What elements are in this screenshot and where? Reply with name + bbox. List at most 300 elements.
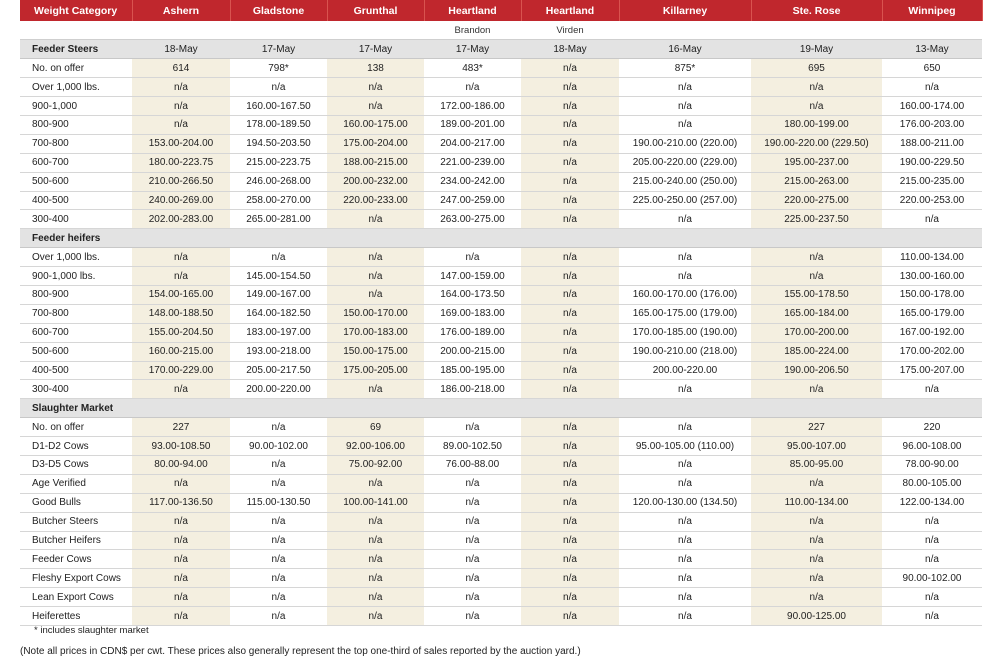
table-cell: n/a (882, 588, 982, 607)
table-cell: n/a (619, 210, 751, 229)
table-cell: n/a (132, 588, 230, 607)
table-cell: 165.00-184.00 (751, 304, 882, 323)
table-cell: 195.00-237.00 (751, 153, 882, 172)
table-cell (230, 229, 327, 248)
table-row (20, 607, 982, 626)
table-cell: 90.00-102.00 (882, 569, 982, 588)
table-cell: 247.00-259.00 (424, 191, 521, 210)
table-cell (132, 399, 230, 418)
table-cell: 205.00-220.00 (229.00) (619, 153, 751, 172)
header-killarney: Killarney (619, 0, 751, 21)
table-cell: 225.00-237.50 (751, 210, 882, 229)
table-cell: 215.00-235.00 (882, 172, 982, 191)
table-cell: n/a (751, 512, 882, 531)
table-cell: n/a (882, 607, 982, 626)
table-cell (882, 229, 982, 248)
table-cell (619, 229, 751, 248)
row-label: 400-500 (20, 361, 132, 380)
table-cell (424, 229, 521, 248)
table-cell: 650 (882, 59, 982, 78)
header-grunthal: Grunthal (327, 0, 424, 21)
row-label: 500-600 (20, 172, 132, 191)
table-cell: n/a (327, 550, 424, 569)
table-cell: n/a (619, 512, 751, 531)
table-cell: n/a (521, 267, 619, 286)
table-cell: n/a (230, 531, 327, 550)
table-cell: 220.00-275.00 (751, 191, 882, 210)
table-cell: n/a (521, 437, 619, 456)
table-cell: 117.00-136.50 (132, 493, 230, 512)
table-cell: 185.00-195.00 (424, 361, 521, 380)
table-cell: n/a (521, 418, 619, 437)
row-label: Butcher Heifers (20, 531, 132, 550)
table-cell: n/a (521, 210, 619, 229)
table-cell: n/a (521, 512, 619, 531)
table-cell: 149.00-167.00 (230, 285, 327, 304)
table-cell: 220.00-233.00 (327, 191, 424, 210)
table-cell (751, 229, 882, 248)
table-cell: 221.00-239.00 (424, 153, 521, 172)
table-cell: 76.00-88.00 (424, 455, 521, 474)
table-cell: 695 (751, 59, 882, 78)
table-cell: n/a (619, 607, 751, 626)
row-label: D1-D2 Cows (20, 437, 132, 456)
subheader-cell (132, 21, 230, 40)
table-cell: n/a (521, 285, 619, 304)
table-cell: 200.00-215.00 (424, 342, 521, 361)
table-cell: n/a (521, 172, 619, 191)
subheader-brandon: Brandon (424, 21, 521, 40)
table-row (20, 59, 982, 78)
table-cell: n/a (619, 588, 751, 607)
table-cell: 193.00-218.00 (230, 342, 327, 361)
table-cell: 150.00-175.00 (327, 342, 424, 361)
section-row (20, 229, 982, 248)
row-label: 300-400 (20, 210, 132, 229)
table-cell: n/a (327, 607, 424, 626)
table-cell: 75.00-92.00 (327, 455, 424, 474)
table-cell: 160.00-175.00 (327, 115, 424, 134)
table-cell (132, 229, 230, 248)
table-row (20, 418, 982, 437)
table-cell: 188.00-211.00 (882, 134, 982, 153)
table-cell: 17-May (230, 40, 327, 59)
table-cell: n/a (132, 531, 230, 550)
subheader-cell (327, 21, 424, 40)
table-cell: 80.00-105.00 (882, 474, 982, 493)
table-cell: 150.00-178.00 (882, 285, 982, 304)
table-cell: 18-May (132, 40, 230, 59)
table-cell: n/a (327, 569, 424, 588)
table-cell: 178.00-189.50 (230, 115, 327, 134)
table-cell: n/a (132, 115, 230, 134)
table-cell: n/a (132, 550, 230, 569)
row-label: No. on offer (20, 418, 132, 437)
table-cell: 183.00-197.00 (230, 323, 327, 342)
table-cell: 110.00-134.00 (882, 248, 982, 267)
table-row (20, 437, 982, 456)
header-heartland-brandon: Heartland (424, 0, 521, 21)
table-cell: 160.00-174.00 (882, 97, 982, 116)
table-body (20, 40, 982, 626)
table-cell: n/a (521, 550, 619, 569)
table-cell: n/a (327, 210, 424, 229)
table-cell: 215.00-223.75 (230, 153, 327, 172)
table-cell: n/a (132, 512, 230, 531)
table-cell: n/a (751, 380, 882, 399)
table-cell: n/a (521, 493, 619, 512)
subheader-cell (230, 21, 327, 40)
header-heartland-virden: Heartland (521, 0, 619, 21)
table-cell: 186.00-218.00 (424, 380, 521, 399)
row-label: 800-900 (20, 285, 132, 304)
row-label: 400-500 (20, 191, 132, 210)
table-cell: 92.00-106.00 (327, 437, 424, 456)
header-ste-rose: Ste. Rose (751, 0, 882, 21)
table-cell: 175.00-207.00 (882, 361, 982, 380)
subheader-virden: Virden (521, 21, 619, 40)
subheader-cell (619, 21, 751, 40)
table-cell: n/a (230, 512, 327, 531)
table-cell: 258.00-270.00 (230, 191, 327, 210)
table-cell: n/a (132, 474, 230, 493)
row-label: Fleshy Export Cows (20, 569, 132, 588)
table-cell: n/a (327, 97, 424, 116)
subheader-cell (751, 21, 882, 40)
table-row (20, 134, 982, 153)
table-cell: 172.00-186.00 (424, 97, 521, 116)
section-title: Feeder Steers (20, 40, 132, 59)
table-cell: 110.00-134.00 (751, 493, 882, 512)
table-cell: n/a (230, 550, 327, 569)
table-row (20, 153, 982, 172)
row-label: Age Verified (20, 474, 132, 493)
table-cell: n/a (619, 115, 751, 134)
table-cell: n/a (132, 569, 230, 588)
table-cell: 160.00-167.50 (230, 97, 327, 116)
row-label: 800-900 (20, 115, 132, 134)
table-cell: 180.00-199.00 (751, 115, 882, 134)
row-label: Good Bulls (20, 493, 132, 512)
table-cell: n/a (327, 267, 424, 286)
table-cell: n/a (619, 248, 751, 267)
table-cell: 215.00-263.00 (751, 172, 882, 191)
table-cell: 164.00-173.50 (424, 285, 521, 304)
table-cell: 200.00-220.00 (230, 380, 327, 399)
table-cell (521, 399, 619, 418)
table-cell: n/a (521, 607, 619, 626)
table-cell: n/a (882, 380, 982, 399)
table-cell: n/a (327, 474, 424, 493)
table-cell: 122.00-134.00 (882, 493, 982, 512)
table-cell: n/a (132, 380, 230, 399)
table-cell: 155.00-178.50 (751, 285, 882, 304)
table-row (20, 474, 982, 493)
table-cell: n/a (882, 531, 982, 550)
table-cell: 215.00-240.00 (250.00) (619, 172, 751, 191)
table-cell: 234.00-242.00 (424, 172, 521, 191)
table-cell: n/a (619, 267, 751, 286)
table-cell: 95.00-107.00 (751, 437, 882, 456)
table-cell: 18-May (521, 40, 619, 59)
table-cell: 185.00-224.00 (751, 342, 882, 361)
table-cell (882, 399, 982, 418)
table-cell: n/a (751, 531, 882, 550)
subheader-row (20, 21, 982, 40)
table-cell: 798* (230, 59, 327, 78)
table-row (20, 285, 982, 304)
table-cell: n/a (751, 78, 882, 97)
table-cell: n/a (521, 361, 619, 380)
table-cell: 153.00-204.00 (132, 134, 230, 153)
table-row (20, 191, 982, 210)
subheader-cell (882, 21, 982, 40)
header-winnipeg: Winnipeg (882, 0, 982, 21)
table-cell: 170.00-202.00 (882, 342, 982, 361)
table-row (20, 323, 982, 342)
table-cell: 614 (132, 59, 230, 78)
table-cell: 263.00-275.00 (424, 210, 521, 229)
table-cell: 190.00-206.50 (751, 361, 882, 380)
table-cell: 202.00-283.00 (132, 210, 230, 229)
header-weight-category: Weight Category (20, 0, 132, 21)
table-cell: 190.00-210.00 (218.00) (619, 342, 751, 361)
table-cell: n/a (327, 531, 424, 550)
table-cell: n/a (424, 531, 521, 550)
table-cell: n/a (521, 569, 619, 588)
table-cell: n/a (521, 191, 619, 210)
table-cell: n/a (132, 607, 230, 626)
table-cell: n/a (230, 588, 327, 607)
row-label: Over 1,000 lbs. (20, 78, 132, 97)
table-cell: n/a (327, 78, 424, 97)
table-cell: n/a (424, 418, 521, 437)
price-table-container (20, 0, 982, 626)
table-cell: 165.00-175.00 (179.00) (619, 304, 751, 323)
table-cell: 246.00-268.00 (230, 172, 327, 191)
table-cell: n/a (521, 153, 619, 172)
table-cell: 204.00-217.00 (424, 134, 521, 153)
table-cell: 147.00-159.00 (424, 267, 521, 286)
table-cell: 170.00-185.00 (190.00) (619, 323, 751, 342)
table-cell (424, 399, 521, 418)
row-label: Heiferettes (20, 607, 132, 626)
table-cell: 160.00-170.00 (176.00) (619, 285, 751, 304)
table-cell: 93.00-108.50 (132, 437, 230, 456)
table-cell: n/a (751, 550, 882, 569)
table-cell: 188.00-215.00 (327, 153, 424, 172)
table-cell: n/a (521, 531, 619, 550)
table-cell: n/a (424, 248, 521, 267)
table-cell: n/a (751, 588, 882, 607)
table-cell: 175.00-205.00 (327, 361, 424, 380)
table-cell: 95.00-105.00 (110.00) (619, 437, 751, 456)
table-row (20, 531, 982, 550)
table-cell: n/a (132, 267, 230, 286)
subheader-cell (20, 21, 132, 40)
table-cell: 115.00-130.50 (230, 493, 327, 512)
row-label: 900-1,000 lbs. (20, 267, 132, 286)
table-cell: 164.00-182.50 (230, 304, 327, 323)
table-cell: n/a (521, 115, 619, 134)
table-cell: n/a (230, 474, 327, 493)
table-cell: 89.00-102.50 (424, 437, 521, 456)
table-cell: n/a (132, 97, 230, 116)
table-cell: n/a (424, 607, 521, 626)
table-cell: 17-May (327, 40, 424, 59)
table-cell: 220 (882, 418, 982, 437)
row-label: 700-800 (20, 134, 132, 153)
row-label: D3-D5 Cows (20, 455, 132, 474)
table-cell: n/a (751, 569, 882, 588)
row-label: Butcher Steers (20, 512, 132, 531)
table-row (20, 380, 982, 399)
table-cell: n/a (619, 550, 751, 569)
table-cell: n/a (521, 380, 619, 399)
table-cell: 120.00-130.00 (134.50) (619, 493, 751, 512)
table-row (20, 78, 982, 97)
table-cell: 160.00-215.00 (132, 342, 230, 361)
row-label: 600-700 (20, 323, 132, 342)
table-cell: n/a (619, 569, 751, 588)
table-row (20, 588, 982, 607)
table-cell: n/a (327, 248, 424, 267)
table-cell: n/a (424, 569, 521, 588)
table-cell: n/a (424, 512, 521, 531)
table-cell: n/a (230, 569, 327, 588)
table-cell: n/a (521, 588, 619, 607)
footnote: * includes slaughter market (34, 625, 149, 636)
table-row (20, 115, 982, 134)
table-cell: n/a (619, 78, 751, 97)
table-cell (751, 399, 882, 418)
table-cell: 165.00-179.00 (882, 304, 982, 323)
table-cell: 210.00-266.50 (132, 172, 230, 191)
table-row (20, 172, 982, 191)
table-cell: 170.00-229.00 (132, 361, 230, 380)
table-cell: n/a (230, 455, 327, 474)
table-cell: 130.00-160.00 (882, 267, 982, 286)
header-gladstone: Gladstone (230, 0, 327, 21)
table-cell (327, 399, 424, 418)
table-cell: n/a (751, 267, 882, 286)
table-row (20, 210, 982, 229)
table-cell: 138 (327, 59, 424, 78)
table-row (20, 361, 982, 380)
table-cell: n/a (751, 248, 882, 267)
table-cell: n/a (882, 512, 982, 531)
table-cell: 240.00-269.00 (132, 191, 230, 210)
section-title: Feeder heifers (20, 229, 132, 248)
table-cell: 225.00-250.00 (257.00) (619, 191, 751, 210)
table-cell: n/a (521, 474, 619, 493)
table-cell: n/a (424, 78, 521, 97)
table-cell: n/a (132, 248, 230, 267)
table-row (20, 493, 982, 512)
table-cell: 155.00-204.50 (132, 323, 230, 342)
section-row (20, 399, 982, 418)
table-cell: 175.00-204.00 (327, 134, 424, 153)
table-cell: 194.50-203.50 (230, 134, 327, 153)
table-row (20, 455, 982, 474)
table-cell: n/a (132, 78, 230, 97)
table-cell: 170.00-200.00 (751, 323, 882, 342)
table-cell: 227 (751, 418, 882, 437)
table-cell: n/a (619, 418, 751, 437)
table-cell: 13-May (882, 40, 982, 59)
table-cell: 265.00-281.00 (230, 210, 327, 229)
table-cell: n/a (230, 418, 327, 437)
table-cell: n/a (619, 531, 751, 550)
table-cell: 17-May (424, 40, 521, 59)
row-label: 900-1,000 (20, 97, 132, 116)
table-cell: 180.00-223.75 (132, 153, 230, 172)
table-cell: n/a (521, 323, 619, 342)
table-cell (230, 399, 327, 418)
row-label: Lean Export Cows (20, 588, 132, 607)
table-cell: n/a (521, 78, 619, 97)
table-cell: n/a (882, 210, 982, 229)
table-cell: 148.00-188.50 (132, 304, 230, 323)
table-row (20, 97, 982, 116)
table-cell: 227 (132, 418, 230, 437)
table-row (20, 248, 982, 267)
table-cell (327, 229, 424, 248)
table-cell: n/a (619, 474, 751, 493)
table-cell: n/a (424, 493, 521, 512)
table-cell: n/a (882, 550, 982, 569)
header-row (20, 0, 982, 21)
table-row (20, 512, 982, 531)
table-cell: 145.00-154.50 (230, 267, 327, 286)
section-row (20, 40, 982, 59)
table-cell: n/a (619, 455, 751, 474)
table-cell: n/a (424, 474, 521, 493)
table-cell (619, 399, 751, 418)
table-cell: n/a (751, 97, 882, 116)
row-label: Feeder Cows (20, 550, 132, 569)
table-cell: n/a (619, 380, 751, 399)
table-cell: n/a (521, 134, 619, 153)
table-cell: 16-May (619, 40, 751, 59)
table-cell: n/a (424, 550, 521, 569)
table-row (20, 550, 982, 569)
table-row (20, 267, 982, 286)
table-cell: 170.00-183.00 (327, 323, 424, 342)
table-cell: 90.00-102.00 (230, 437, 327, 456)
table-cell: 90.00-125.00 (751, 607, 882, 626)
table-cell: 176.00-189.00 (424, 323, 521, 342)
table-cell: n/a (619, 97, 751, 116)
table-cell: n/a (751, 474, 882, 493)
table-cell: 200.00-232.00 (327, 172, 424, 191)
table-cell: 150.00-170.00 (327, 304, 424, 323)
table-cell: n/a (521, 97, 619, 116)
table-cell: 190.00-220.00 (229.50) (751, 134, 882, 153)
table-cell: 80.00-94.00 (132, 455, 230, 474)
table-cell: n/a (521, 342, 619, 361)
table-cell: 169.00-183.00 (424, 304, 521, 323)
cattle-price-table (20, 0, 983, 626)
table-row (20, 569, 982, 588)
price-note: (Note all prices in CDN$ per cwt. These prices also generally represent the top one-third of sales reported by the auction yard.) (20, 646, 581, 657)
table-cell: 78.00-90.00 (882, 455, 982, 474)
table-cell: 96.00-108.00 (882, 437, 982, 456)
table-row (20, 342, 982, 361)
row-label: 300-400 (20, 380, 132, 399)
table-cell: 85.00-95.00 (751, 455, 882, 474)
table-cell: 875* (619, 59, 751, 78)
